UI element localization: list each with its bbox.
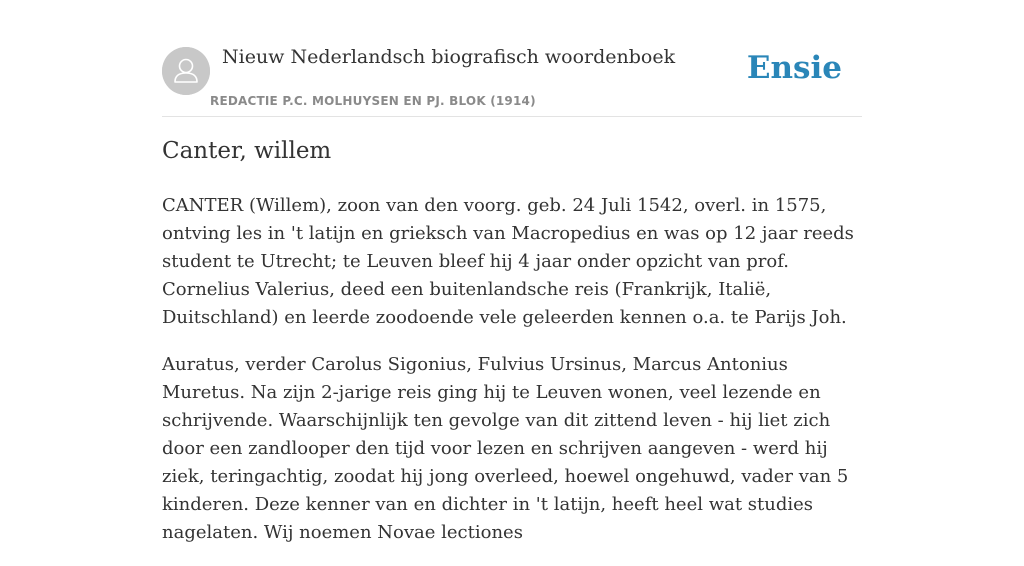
editors-label: REDACTIE P.C. MOLHUYSEN EN PJ. BLOK (1914)	[210, 94, 536, 108]
entry-title: Canter, willem	[162, 138, 332, 164]
ensie-logo-link[interactable]: Ensie	[746, 50, 842, 86]
entry-paragraph: Auratus, verder Carolus Sigonius, Fulvius Ursinus, Marcus Antonius Muretus. Na zijn 2-jarige reis ging hij te Leuven wonen, veel lezende en schrijvende. Waarschijnlijk ten gevolge van dit zittend leven - hij liet zich door een zandlooper den tijd voor lezen en schrijven aangeven - werd hij ziek, teringachtig, zoodat hij jong overleed, hoewel ongehuwd, vader van 5 kinderen. Deze kenner van en dichter in 't latijn, heeft heel wat studies nagelaten. Wij noemen Novae lectiones	[162, 354, 849, 543]
source-header	[162, 40, 862, 117]
entry-body	[162, 192, 864, 566]
book-title[interactable]: Nieuw Nederlandsch biografisch woordenboek	[222, 46, 676, 68]
entry-paragraph: CANTER (Willem), zoon van den voorg. geb. 24 Juli 1542, overl. in 1575, ontving les in 't latijn en grieksch van Macropedius en was op 12 jaar reeds student te Utrecht; te Leuven bleef hij 4 jaar onder opzicht van prof. Cornelius Valerius, deed een buitenlandsche reis (Frankrijk, Italië, Duitschland) en leerde zoodoende vele geleerden kennen o.a. te Parijs Joh.	[162, 195, 854, 328]
user-avatar-icon	[162, 47, 210, 95]
